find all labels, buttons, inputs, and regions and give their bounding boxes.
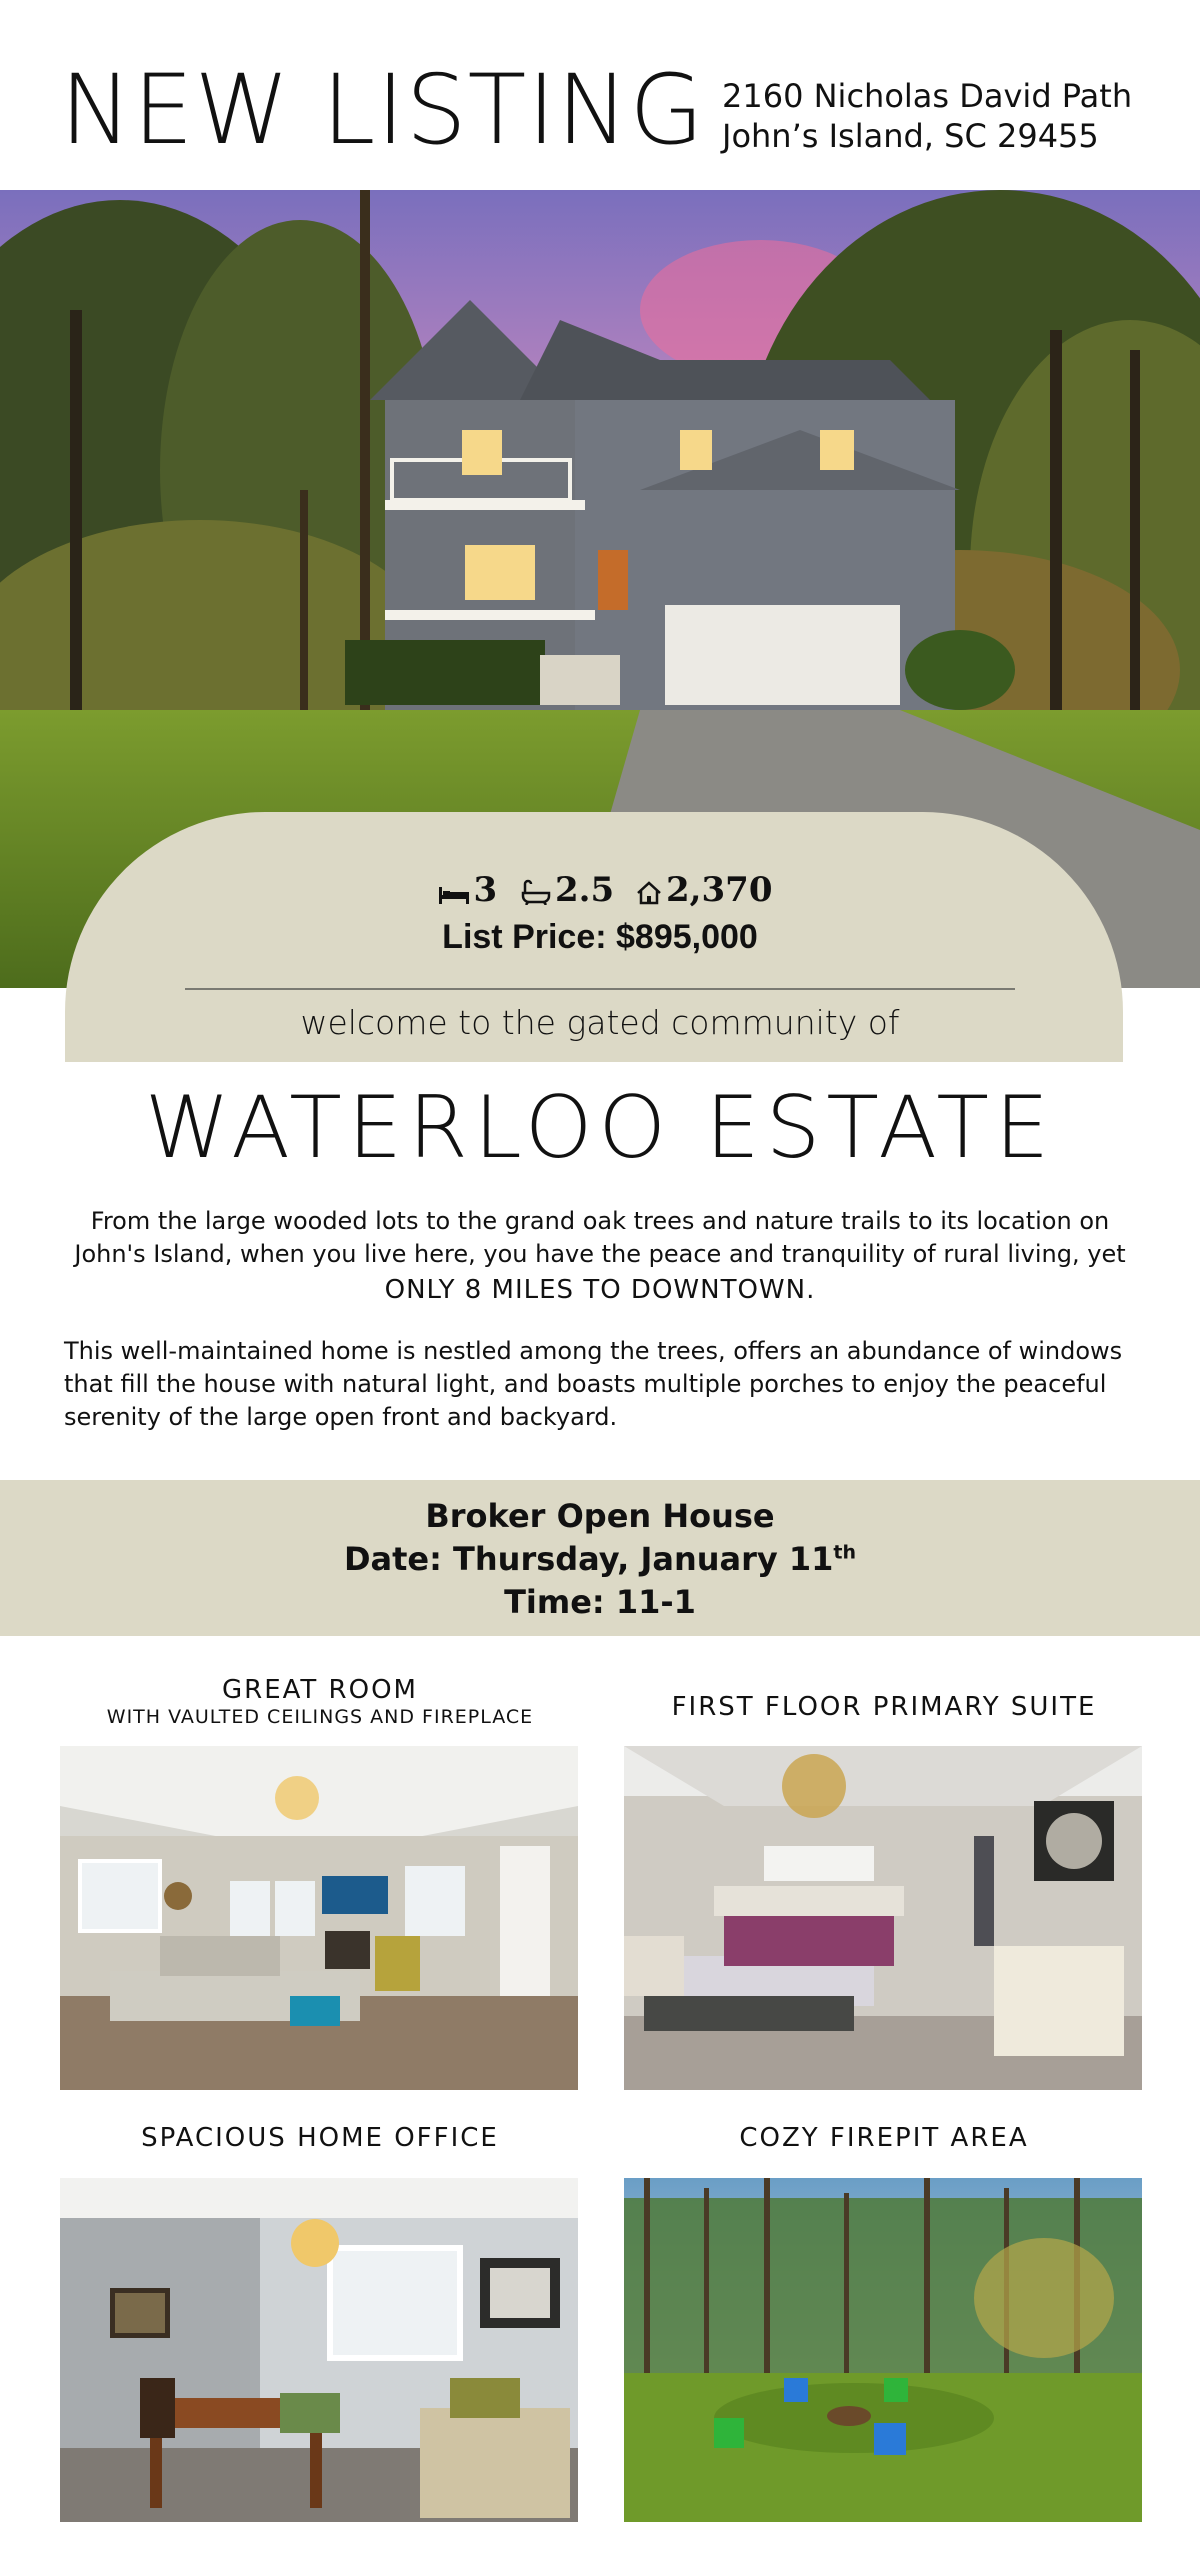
property-address [722, 76, 1132, 156]
open-house-time: Time: 11-1 [504, 1583, 696, 1621]
home-office-photo [60, 2178, 578, 2522]
house-icon [636, 874, 662, 914]
description-highlight: ONLY 8 MILES TO DOWNTOWN. [384, 1275, 816, 1305]
property-stats [0, 870, 1200, 914]
divider [185, 988, 1015, 990]
beds-count: 3 [473, 870, 498, 910]
community-name: WATERLOO ESTATE [144, 1078, 1056, 1178]
primary-suite-photo [624, 1746, 1142, 2090]
caption-home-office: SPACIOUS HOME OFFICE [141, 2123, 499, 2153]
open-house-title: Broker Open House [425, 1497, 775, 1535]
open-house-date-text: Date: Thursday, January 11 [343, 1540, 834, 1578]
great-room-photo [60, 1746, 578, 2090]
caption-primary-suite: FIRST FLOOR PRIMARY SUITE [671, 1692, 1097, 1722]
address-line-1: 2160 Nicholas David Path [722, 77, 1133, 115]
caption-firepit: COZY FIREPIT AREA [739, 2123, 1029, 2153]
address-line-2: John’s Island, SC 29455 [722, 117, 1099, 155]
bed-icon [438, 874, 470, 914]
open-house-date [0, 1540, 1200, 1578]
baths-count: 2.5 [555, 870, 615, 910]
headline: NEW LISTING [60, 54, 705, 166]
sqft-count: 2,370 [666, 870, 773, 910]
bathtub-icon [519, 874, 551, 914]
welcome-text: welcome to the gated community of [300, 1003, 900, 1042]
caption-great-room: GREAT ROOM [222, 1675, 418, 1705]
list-price: List Price: $895,000 [442, 918, 758, 956]
subcaption-great-room: WITH VAULTED CEILINGS AND FIREPLACE [106, 1706, 534, 1728]
description-paragraph-2: This well-maintained home is nestled among the trees, offers an abundance of windows that fill the house with natural light, and boasts multiple porches to enjoy the peaceful serenity of the large open front and backyard. [64, 1337, 1123, 1431]
description-paragraph-1: From the large wooded lots to the grand oak trees and nature trails to its location on John's Island, when you live here, you have the peace and tranquility of rural living, yet [74, 1207, 1126, 1268]
date-ordinal: th [833, 1541, 857, 1564]
firepit-photo [624, 2178, 1142, 2522]
